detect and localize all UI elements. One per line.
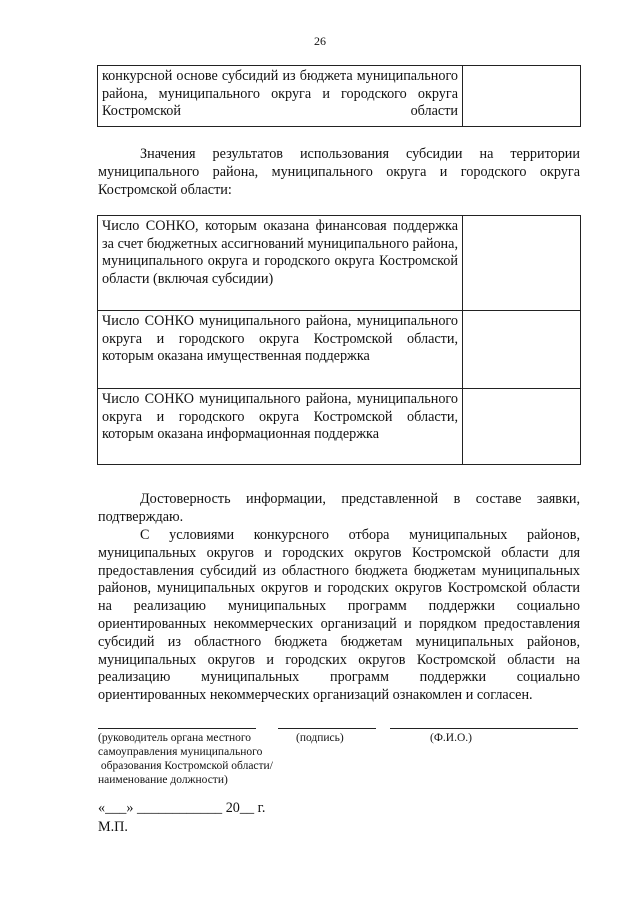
- signature-caption: (подпись): [296, 732, 344, 744]
- results-table: [97, 215, 581, 465]
- top-table: [97, 65, 581, 127]
- table-value-cell: [463, 216, 581, 311]
- seal-label: М.П.: [98, 819, 128, 835]
- confirmation-text: Достоверность информации, представленной в составе заявки, подтверждаю.: [98, 491, 580, 525]
- table-label-cell: Число СОНКО муниципального района, муниципального округа и городского округа Костромской области, которым оказана информационная поддержка: [98, 389, 463, 465]
- table-label-cell: Число СОНКО муниципального района, муниципального округа и городского округа Костромской области, которым оказана имущественная поддержка: [98, 311, 463, 389]
- table-row: [98, 311, 581, 389]
- table-label-cell: конкурсной основе субсидий из бюджета муниципального района, муниципального округа и городского округа Костромской области: [98, 66, 463, 127]
- table-row: [98, 216, 581, 311]
- name-caption: (Ф.И.О.): [430, 732, 472, 744]
- table-value-cell: [463, 389, 581, 465]
- results-intro: Значения результатов использования субсидии на территории муниципального района, муниципального округа и городского округа Костромской области:: [98, 146, 580, 198]
- table-row: [98, 389, 581, 465]
- date-line: «___» ____________ 20__ г.: [98, 800, 266, 816]
- table-value-cell: [463, 66, 581, 127]
- name-signature-line: [390, 728, 578, 729]
- table-label-cell: Число СОНКО, которым оказана финансовая поддержка за счет бюджетных ассигнований муниципального района, муниципального округа и городского округа Костромской области (включая субсидии): [98, 216, 463, 311]
- head-caption: (руководитель органа местного самоуправления муниципального образования Костромской области/ наименование должности): [98, 732, 273, 786]
- head-signature-line: [98, 728, 256, 729]
- table-value-cell: [463, 311, 581, 389]
- table-row: [98, 66, 581, 127]
- signature-line: [278, 728, 376, 729]
- page-number: 26: [314, 34, 326, 48]
- agreement-text: С условиями конкурсного отбора муниципальных районов, муниципальных округов и городских округов Костромской области для предоставления субсидий из областного бюджета бюджетам муниципальных районов, муниципальных округов и городских округов Костромской области на реализацию муниципальных программ поддержки социально ориентированных некоммерческих организаций и порядком предоставления субсидий из областного бюджета бюджетам муниципальных районов, муниципальных округов и городских округов Костромской области на реализацию муниципальных программ поддержки социально ориентированных некоммерческих организаций ознакомлен и согласен.: [98, 527, 580, 704]
